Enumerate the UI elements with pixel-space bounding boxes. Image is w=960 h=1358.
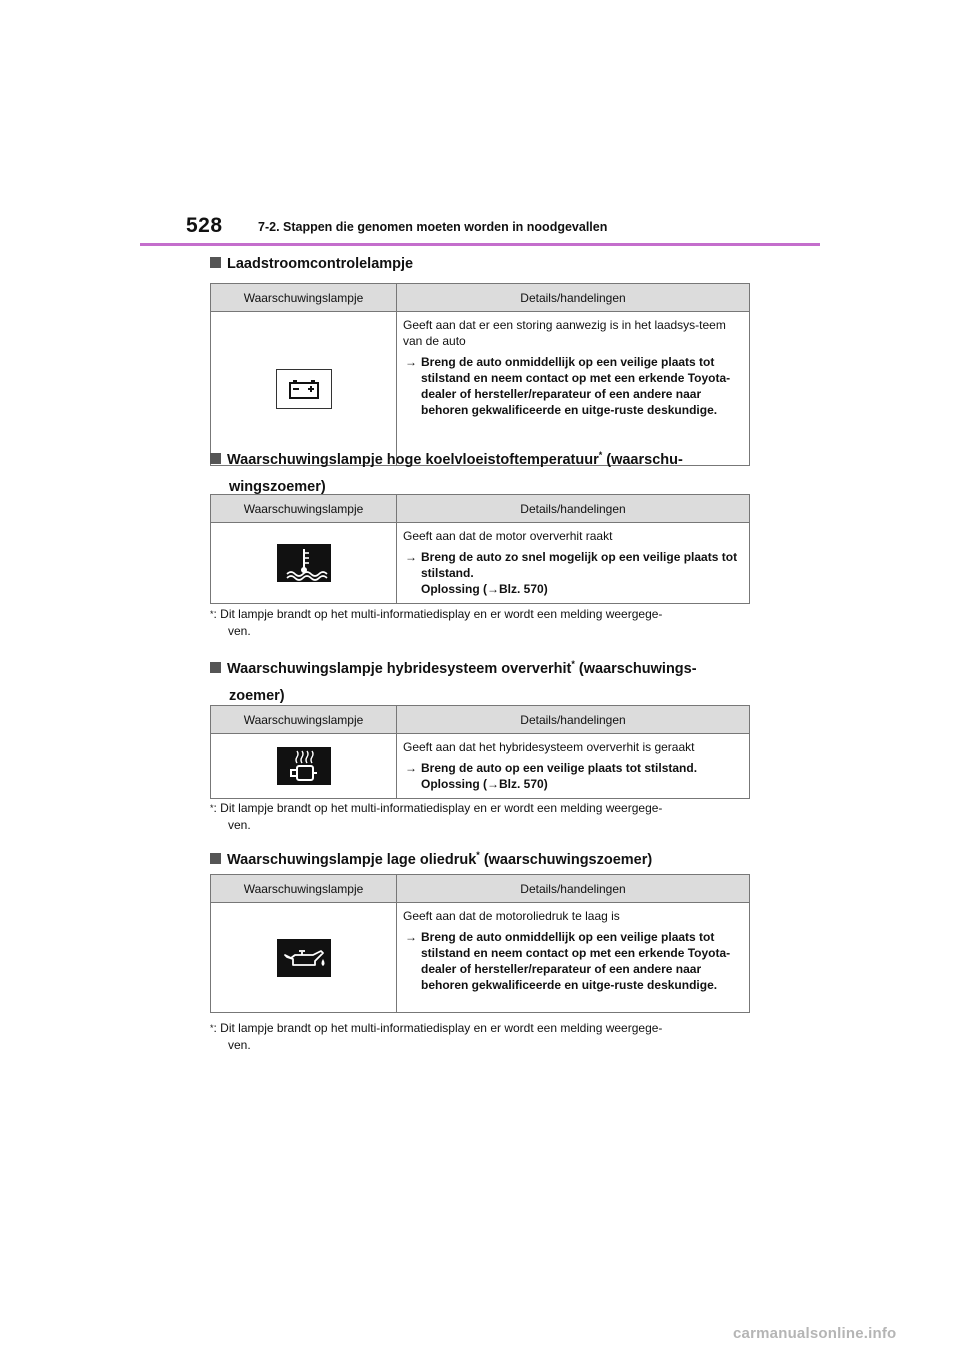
lamp-description: Geeft aan dat er een storing aanwezig is in het laadsys-teem van de auto — [403, 318, 726, 348]
watermark: carmanualsonline.info — [733, 1325, 897, 1342]
lamp-action: → Breng de auto onmiddellijk op een veilige plaats tot stilstand en neem contact op met een erkende Toyota-dealer of hersteller/reparateur of een andere naar behoren gekwalificeerde en uitge-ruste deskundige. — [405, 930, 731, 992]
table-header-details: Details/handelingen — [397, 875, 750, 903]
section-heading-charging: Laadstroomcontrolelampje — [210, 254, 413, 275]
warning-table-charging — [210, 283, 750, 466]
footnote: *: Dit lampje brandt op het multi-informatiedisplay en er wordt een melding weergege- ven. — [210, 607, 663, 638]
page-header-title: 7-2. Stappen die genomen moeten worden in noodgevallen — [258, 220, 608, 234]
battery-icon — [276, 369, 332, 409]
section-heading-hybrid: Waarschuwingslampje hybridesysteem oververhit* (waarschuwings- zoemer) — [210, 654, 697, 707]
table-header-lamp: Waarschuwingslampje — [211, 875, 397, 903]
hybrid-system-overheat-icon — [277, 747, 331, 785]
arrow-icon: → — [405, 550, 417, 564]
oil-pressure-icon — [277, 939, 331, 977]
table-header-details: Details/handelingen — [397, 706, 750, 734]
square-bullet-icon — [210, 662, 221, 673]
page-reference: Oplossing (→Blz. 570) — [421, 777, 548, 791]
lamp-description: Geeft aan dat de motor oververhit raakt — [403, 529, 613, 543]
table-header-lamp: Waarschuwingslampje — [211, 284, 397, 312]
footnote: *: Dit lampje brandt op het multi-informatiedisplay en er wordt een melding weergege- ven. — [210, 801, 663, 832]
footnote: *: Dit lampje brandt op het multi-informatiedisplay en er wordt een melding weergege- ven. — [210, 1021, 663, 1052]
table-header-details: Details/handelingen — [397, 284, 750, 312]
arrow-icon: → — [405, 761, 417, 775]
arrow-icon: → — [405, 355, 417, 369]
table-header-lamp: Waarschuwingslampje — [211, 495, 397, 523]
warning-table-coolant — [210, 494, 750, 604]
arrow-icon: → — [405, 930, 417, 944]
lamp-action: → Breng de auto onmiddellijk op een veilige plaats tot stilstand en neem contact op met een erkende Toyota-dealer of hersteller/reparateur of een andere naar behoren gekwalificeerde en uitge-ruste deskundige. — [405, 355, 731, 417]
section-heading-coolant: Waarschuwingslampje hoge koelvloeistoftemperatuur* (waarschu- wingszoemer) — [210, 445, 683, 498]
square-bullet-icon — [210, 853, 221, 864]
lamp-action: → Breng de auto op een veilige plaats tot stilstand. Oplossing (→Blz. 570) — [405, 761, 698, 791]
page-reference: Oplossing (→Blz. 570) — [421, 582, 548, 596]
coolant-temperature-icon — [277, 544, 331, 582]
lamp-description: Geeft aan dat de motoroliedruk te laag is — [403, 909, 620, 923]
lamp-action: → Breng de auto zo snel mogelijk op een veilige plaats tot stilstand. Oplossing (→Blz. 570) — [405, 550, 738, 596]
table-header-details: Details/handelingen — [397, 495, 750, 523]
section-heading-oil: Waarschuwingslampje lage oliedruk* (waarschuwingszoemer) — [210, 845, 652, 871]
square-bullet-icon — [210, 257, 221, 268]
table-header-lamp: Waarschuwingslampje — [211, 706, 397, 734]
lamp-description: Geeft aan dat het hybridesysteem oververhit is geraakt — [403, 740, 695, 754]
warning-table-hybrid — [210, 705, 750, 799]
header-divider — [140, 243, 820, 246]
page-number: 528 — [186, 214, 223, 237]
warning-table-oil — [210, 874, 750, 1013]
square-bullet-icon — [210, 453, 221, 464]
